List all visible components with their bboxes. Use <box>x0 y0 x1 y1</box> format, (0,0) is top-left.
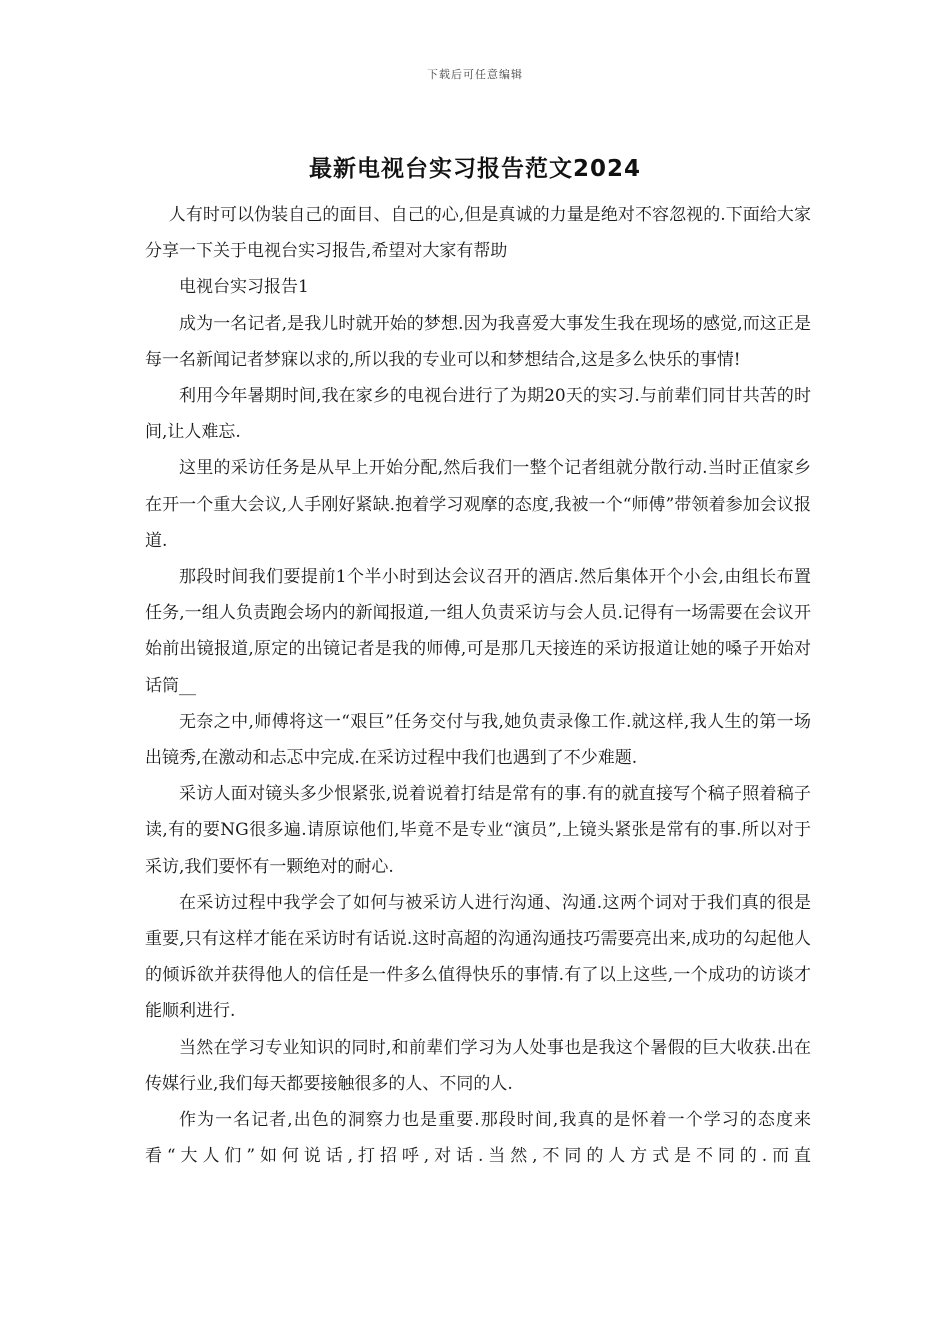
header-note: 下载后可任意编辑 <box>427 68 523 81</box>
body-paragraph: 作为一名记者,出色的洞察力也是重要.那段时间,我真的是怀着一个学习的态度来看“大人们”如何说话,打招呼,对话.当然,不同的人方式是不同的.而直 <box>145 1110 811 1167</box>
document-title: 最新电视台实习报告范文2024 <box>308 156 641 182</box>
body-paragraph: 利用今年暑期时间,我在家乡的电视台进行了为期20天的实习.与前辈们同甘共苦的时间,让人难忘. <box>145 386 811 443</box>
body-paragraph: 在采访过程中我学会了如何与被采访人进行沟通、沟通.这两个词对于我们真的很是重要,只有这样才能在采访时有话说.这时高超的沟通沟通技巧需要亮出来,成功的勾起他人的倾诉欲并获得他人的信任是一件多么值得快乐的事情.有了以上这些,一个成功的访谈才能顺利进行. <box>145 892 811 1022</box>
section-heading: 电视台实习报告1 <box>179 277 309 298</box>
intro-paragraph: 人有时可以伪装自己的面目、自己的心,但是真诚的力量是绝对不容忽视的.下面给大家分享一下关于电视台实习报告,希望对大家有帮助 <box>145 205 811 262</box>
document-body <box>145 197 811 1174</box>
body-paragraph: 那段时间我们要提前1个半小时到达会议召开的酒店.然后集体开个小会,由组长布置任务,一组人负责跑会场内的新闻报道,一组人负责采访与会人员.记得有一场需要在会议开始前出镜报道,原定的出镜记者是我的师傅,可是那几天接连的采访报道让她的嗓子开始对话筒__ <box>145 567 811 696</box>
body-paragraph: 成为一名记者,是我儿时就开始的梦想.因为我喜爱大事发生我在现场的感觉,而这正是每一名新闻记者梦寐以求的,所以我的专业可以和梦想结合,这是多么快乐的事情! <box>145 313 811 370</box>
body-paragraph: 采访人面对镜头多少恨紧张,说着说着打结是常有的事.有的就直接写个稿子照着稿子读,有的要NG很多遍.请原谅他们,毕竟不是专业“演员”,上镜头紧张是常有的事.所以对于采访,我们要怀有一颗绝对的耐心. <box>145 784 811 877</box>
body-paragraph: 当然在学习专业知识的同时,和前辈们学习为人处事也是我这个暑假的巨大收获.出在传媒行业,我们每天都要接触很多的人、不同的人. <box>145 1037 811 1094</box>
body-paragraph: 无奈之中,师傅将这一“艰巨”任务交付与我,她负责录像工作.就这样,我人生的第一场出镜秀,在激动和忐忑中完成.在采访过程中我们也遇到了不少难题. <box>145 711 811 769</box>
body-paragraph: 这里的采访任务是从早上开始分配,然后我们一整个记者组就分散行动.当时正值家乡在开一个重大会议,人手刚好紧缺.抱着学习观摩的态度,我被一个“师傅”带领着参加会议报道. <box>145 458 811 551</box>
